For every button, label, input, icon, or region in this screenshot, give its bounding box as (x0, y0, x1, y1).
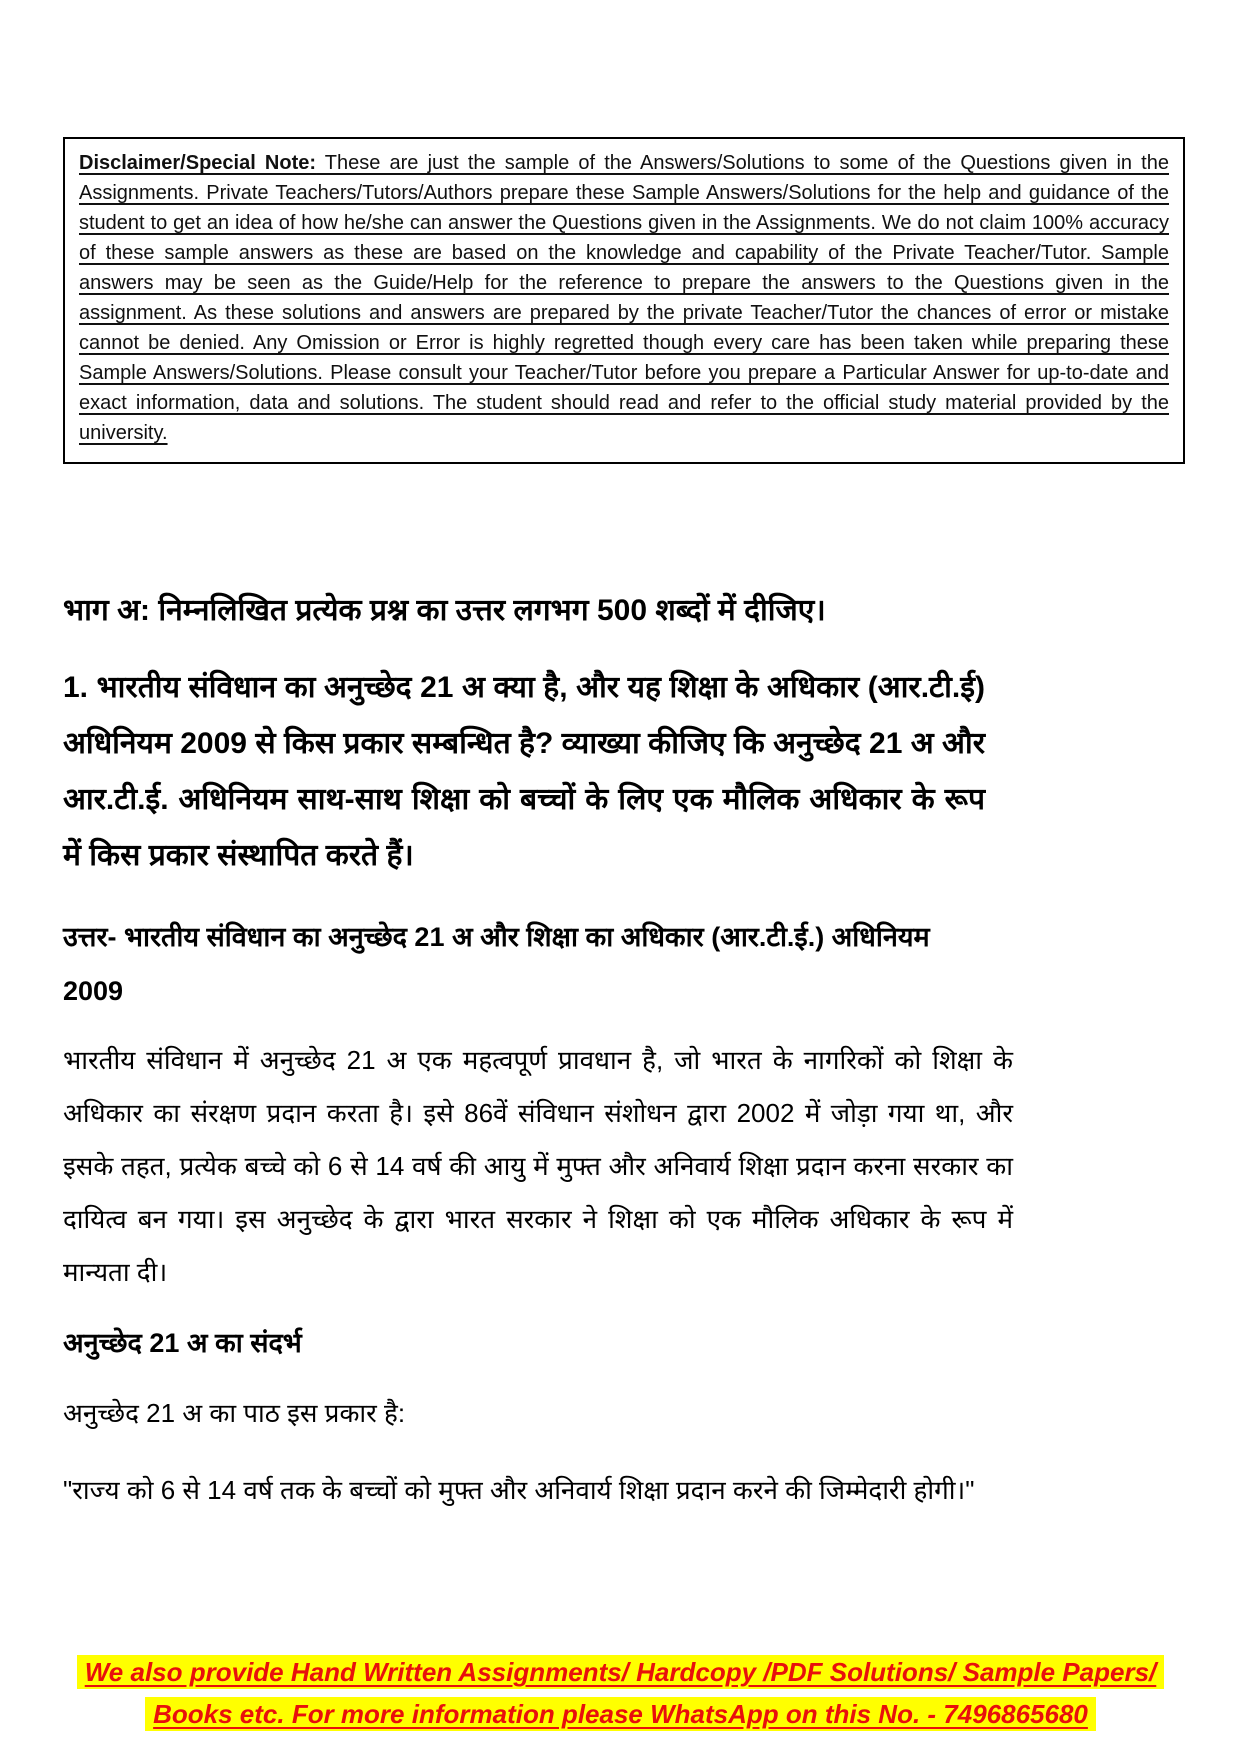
disclaimer-label: Disclaimer/Special Note: (79, 152, 317, 174)
part-a-heading: भाग अ: निम्नलिखित प्रत्येक प्रश्न का उत्तर लगभग 500 शब्दों में दीजिए। (63, 594, 826, 627)
context-intro: अनुच्छेद 21 अ का पाठ इस प्रकार है: (63, 1398, 406, 1428)
promo-line-1: We also provide Hand Written Assignments/ Hardcopy /PDF Solutions/ Sample Papers/ (77, 1655, 1165, 1689)
article-quote: "राज्य को 6 से 14 वर्ष तक के बच्चों को मुफ्त और अनिवार्य शिक्षा प्रदान करने की जिम्मेदारी होगी।" (63, 1475, 975, 1505)
disclaimer-box (63, 137, 1185, 464)
question-1-text: 1. भारतीय संविधान का अनुच्छेद 21 अ क्या है, और यह शिक्षा के अधिकार (आर.टी.ई) अधिनियम 2009 से किस प्रकार सम्बन्धित है? व्याख्या कीजिए कि अनुच्छेद 21 अ और आर.टी.ई. अधिनियम साथ-साथ शिक्षा को बच्चों के लिए एक मौलिक अधिकार के रूप में किस प्रकार संस्थापित करते हैं। (63, 671, 985, 872)
promo-footer (0, 1651, 1241, 1735)
answer-heading: उत्तर- भारतीय संविधान का अनुच्छेद 21 अ और शिक्षा का अधिकार (आर.टी.ई.) अधिनियम 2009 (63, 922, 930, 1006)
context-heading: अनुच्छेद 21 अ का संदर्भ (63, 1328, 302, 1358)
document-body (63, 588, 1015, 1517)
answer-paragraph: भारतीय संविधान में अनुच्छेद 21 अ एक महत्वपूर्ण प्रावधान है, जो भारत के नागरिकों को शिक्षा के अधिकार का संरक्षण प्रदान करता है। इसे 86वें संविधान संशोधन द्वारा 2002 में जोड़ा गया था, और इसके तहत, प्रत्येक बच्चे को 6 से 14 वर्ष की आयु में मुफ्त और अनिवार्य शिक्षा प्रदान करना सरकार का दायित्व बन गया। इस अनुच्छेद के द्वारा भारत सरकार ने शिक्षा को एक मौलिक अधिकार के रूप में मान्यता दी। (63, 1045, 1013, 1287)
promo-line-2: Books etc. For more information please WhatsApp on this No. - 7496865680 (145, 1697, 1096, 1731)
disclaimer-text: These are just the sample of the Answers/Solutions to some of the Questions given in the Assignments. Private Teachers/Tutors/Authors prepare these Sample Answers/Solutions for the help and guidance of the student to get an idea of how he/she can answer the Questions given in the Assignments. We do not claim 100% accuracy of these sample answers as these are based on the knowledge and capability of the Private Teacher/Tutor. Sample answers may be seen as the Guide/Help for the reference to prepare the answers to the Questions given in the assignment. As these solutions and answers are prepared by the private Teacher/Tutor the chances of error or mistake cannot be denied. Any Omission or Error is highly regretted though every care has been taken while preparing these Sample Answers/Solutions. Please consult your Teacher/Tutor before you prepare a Particular Answer for up-to-date and exact information, data and solutions. The student should read and refer to the official study material provided by the university. (79, 152, 1169, 444)
